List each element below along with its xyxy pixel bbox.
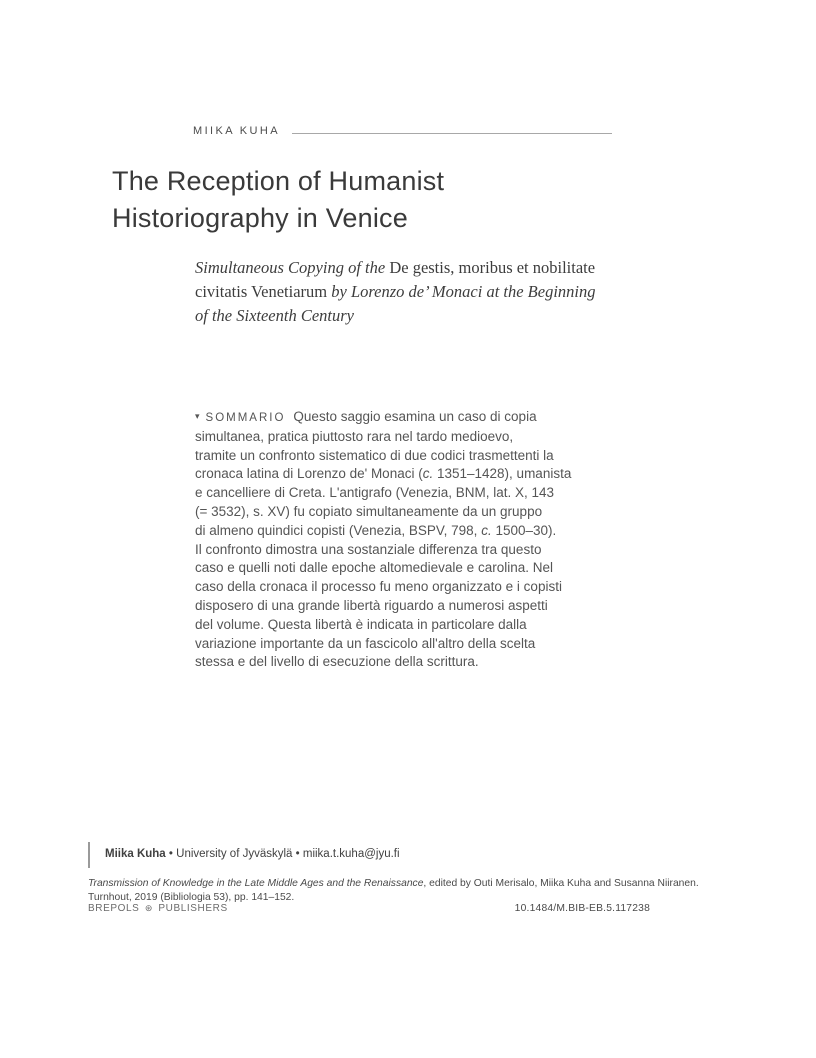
publisher-name-left: BREPOLS bbox=[88, 903, 140, 914]
sommario-label: SOMMARIO bbox=[205, 412, 286, 424]
abstract bbox=[195, 407, 675, 672]
article-subtitle: Simultaneous Copying of the De gestis, moribus et nobilitate civitatis Venetiarum by Lorenzo de’ Monaci at the Beginning of the Sixteenth Century bbox=[195, 258, 596, 325]
abstract-body: Questo saggio esamina un caso di copia simultanea, pratica piuttosto rara nel tardo medioevo, tramite un confronto sistematico di due codici trasmettenti la cronaca latina di Lorenzo de' Monaci (c. 1351–1428), umanista e cancelliere di Creta. L'antigrafo (Venezia, BNM, lat. X, 143 (= 3532), s. XV) fu copiato simultaneamente da un gruppo di almeno quindici copisti (Venezia, BSPV, 798, c. 1500–30). Il confronto dimostra una sostanziale differenza tra questo caso e quelli noti dalle epoche altomedievale e carolina. Nel caso della cronaca il processo fu meno organizzato e i copisti disposero di una grande libertà riguardo a numerosi aspetti del volume. Questa libertà è indicata in particolare dalla variazione importante da un fascicolo all'altro della scelta stessa e del livello di esecuzione della scrittura. bbox=[195, 409, 572, 670]
page-title bbox=[112, 163, 444, 237]
brepols-logo-icon: ⊛ bbox=[144, 903, 153, 913]
title-line-1: The Reception of Humanist bbox=[112, 166, 445, 196]
doi-number: 10.1484/M.BIB-EB.5.117238 bbox=[514, 903, 650, 914]
header-rule bbox=[292, 133, 612, 134]
publisher-name-right: PUBLISHERS bbox=[158, 903, 228, 914]
author-affiliation: Miika Kuha • University of Jyväskylä • miika.t.kuha@jyu.fi bbox=[105, 848, 400, 860]
publisher-doi-row bbox=[88, 903, 650, 914]
citation-publisher-line: Turnhout, 2019 (Bibliologia 53), pp. 141–152. bbox=[88, 891, 295, 903]
publisher-name bbox=[88, 903, 228, 914]
citation-book-line: Transmission of Knowledge in the Late Middle Ages and the Renaissance, edited by Outi Merisalo, Miika Kuha and Susanna Niiranen. bbox=[88, 878, 699, 889]
title-line-2: Historiography in Venice bbox=[112, 203, 408, 233]
publication-citation bbox=[88, 877, 699, 904]
affiliation-rule bbox=[88, 842, 90, 868]
sommario-triangle-icon: ▾ bbox=[195, 411, 200, 421]
author-header: MIIKA KUHA bbox=[193, 125, 280, 137]
